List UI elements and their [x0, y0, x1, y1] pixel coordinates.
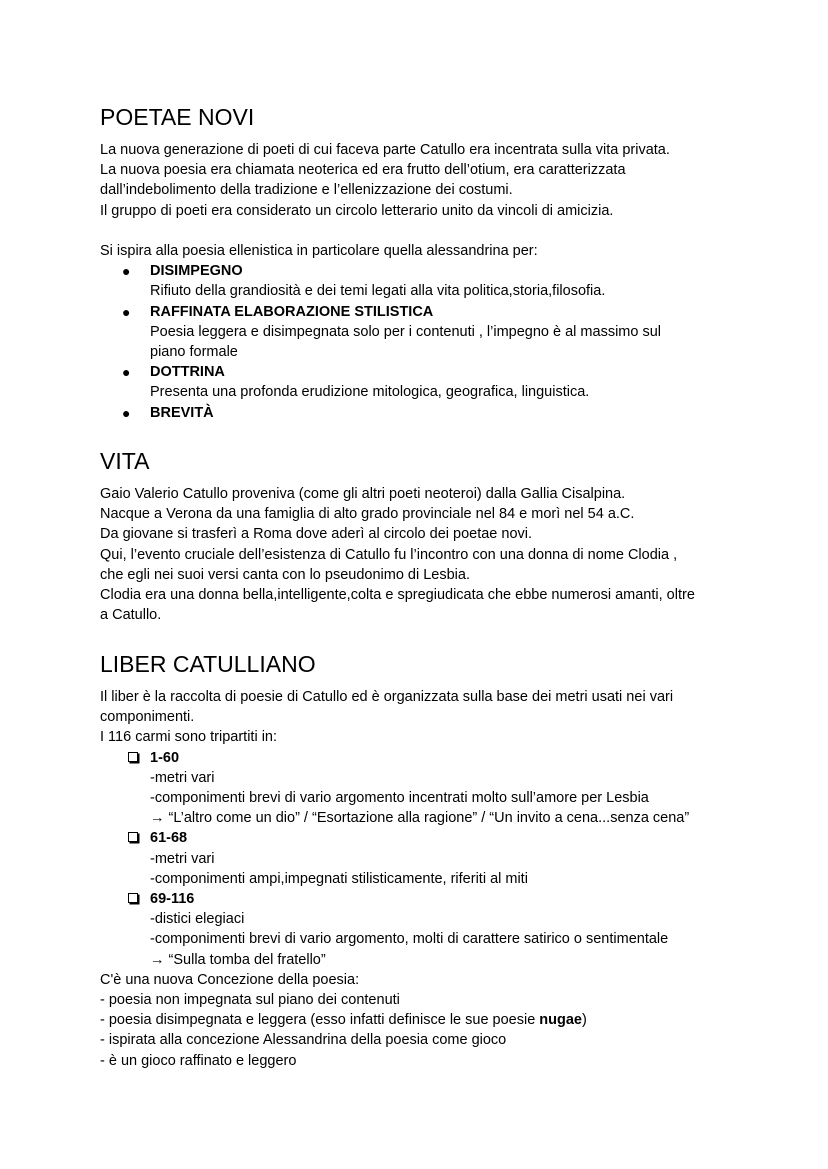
paragraph-line: Clodia era una donna bella,intelligente,colta e spregiudicata che ebbe numerosi amanti, oltre: [100, 587, 695, 604]
paragraph-line: Qui, l’evento cruciale dell’esistenza di Catullo fu l’incontro con una donna di nome Clodia ,: [100, 546, 678, 563]
paragraph-line: Nacque a Verona da una famiglia di alto grado provinciale nel 84 e morì nel 54 a.C.: [100, 506, 635, 523]
bullet-icon: ●: [122, 364, 131, 381]
bullet-title: DISIMPEGNO: [150, 263, 243, 280]
bullet-icon: ●: [122, 263, 131, 280]
paragraph-line: Gaio Valerio Catullo proveniva (come gli altri poeti neoteroi) dalla Gallia Cisalpina.: [100, 486, 626, 502]
paragraph-line: Da giovane si trasferì a Roma dove aderì al circolo dei poetae novi.: [100, 526, 533, 543]
paragraph-line: dall’indebolimento della tradizione e l’ellenizzazione dei costumi.: [100, 182, 513, 199]
bullet-desc: piano formale: [150, 344, 238, 361]
group-desc: -componimenti brevi di vario argomento incentrati molto sull’amore per Lesbia: [150, 790, 649, 807]
bullet-item: [100, 362, 670, 402]
paragraph-line: a Catullo.: [100, 607, 162, 624]
checkbox-icon: [128, 752, 138, 762]
bullet-desc: Rifiuto della grandiosità e dei temi legati alla vita politica,storia,filosofia.: [150, 283, 606, 300]
bullet-icon: ●: [122, 404, 131, 421]
paragraph-line: I 116 carmi sono tripartiti in:: [100, 729, 278, 746]
bullet-title: BREVITÀ: [150, 404, 214, 421]
conclusion-line: - poesia non impegnata sul piano dei contenuti: [100, 992, 400, 1009]
group-title: 61-68: [150, 830, 188, 847]
group-desc: -metri vari: [150, 769, 215, 786]
group-desc: → “Sulla tomba del fratello”: [150, 951, 326, 968]
group-desc: -metri vari: [150, 850, 215, 867]
conclusion-line: [100, 1010, 689, 1030]
intro-line: Si ispira alla poesia ellenistica in particolare quella alessandrina per:: [100, 243, 538, 259]
group-desc: -componimenti brevi di vario argomento, molti di carattere satirico o sentimentale: [150, 931, 669, 948]
paragraph-line: La nuova poesia era chiamata neoterica ed era frutto dell’otium, era caratterizzata: [100, 162, 626, 179]
section-vita: [100, 447, 695, 625]
paragraph-line: componimenti.: [100, 709, 195, 726]
group-desc: -distici elegiaci: [150, 911, 245, 928]
group-desc: -componimenti ampi,impegnati stilisticamente, riferiti al miti: [150, 870, 528, 887]
group-item: [100, 828, 689, 889]
heading-poetae-novi: POETAE NOVI: [100, 104, 255, 130]
group-list: [100, 748, 689, 970]
conclusion-text: - poesia disimpegnata e leggera (esso infatti definisce le sue poesie: [100, 1012, 540, 1029]
bullet-title: DOTTRINA: [150, 364, 225, 381]
conclusion-emphasis: nugae: [539, 1012, 582, 1029]
checkbox-icon: [128, 893, 138, 903]
group-title: 69-116: [150, 891, 195, 908]
bullet-desc: Poesia leggera e disimpegnata solo per i contenuti , l’impegno è al massimo sul: [150, 323, 662, 340]
group-title: 1-60: [150, 749, 180, 766]
bullet-title: RAFFINATA ELABORAZIONE STILISTICA: [150, 303, 434, 320]
bullet-item: [100, 302, 670, 363]
bullet-item: [100, 403, 670, 423]
conclusion-intro: C'è una nuova Concezione della poesia:: [100, 971, 360, 988]
paragraph-line: Il liber è la raccolta di poesie di Catullo ed è organizzata sulla base dei metri usati nei vari: [100, 689, 674, 705]
bullet-item: [100, 261, 670, 301]
bullet-desc: Presenta una profonda erudizione mitologica, geografica, linguistica.: [150, 384, 590, 401]
conclusion-line: - ispirata alla concezione Alessandrina della poesia come gioco: [100, 1032, 507, 1049]
group-item: [100, 889, 689, 970]
paragraph-line: La nuova generazione di poeti di cui faceva parte Catullo era incentrata sulla vita privata.: [100, 142, 670, 158]
heading-vita: VITA: [100, 448, 150, 474]
bullet-icon: ●: [122, 303, 131, 320]
paragraph-line: che egli nei suoi versi canta con lo pseudonimo di Lesbia.: [100, 566, 470, 583]
heading-liber-catulliano: LIBER CATULLIANO: [100, 651, 316, 677]
checkbox-icon: [128, 832, 138, 842]
section-liber-catulliano: [100, 650, 689, 1071]
section-poetae-novi: [100, 103, 670, 423]
paragraph-line: Il gruppo di poeti era considerato un circolo letterario unito da vincoli di amicizia.: [100, 202, 614, 219]
bullet-list: [100, 261, 670, 423]
conclusion-text: ): [582, 1012, 587, 1029]
group-item: [100, 748, 689, 829]
conclusion-line: - è un gioco raffinato e leggero: [100, 1052, 297, 1069]
group-desc: → “L’altro come un dio” / “Esortazione alla ragione” / “Un invito a cena...senza cena”: [150, 810, 690, 827]
